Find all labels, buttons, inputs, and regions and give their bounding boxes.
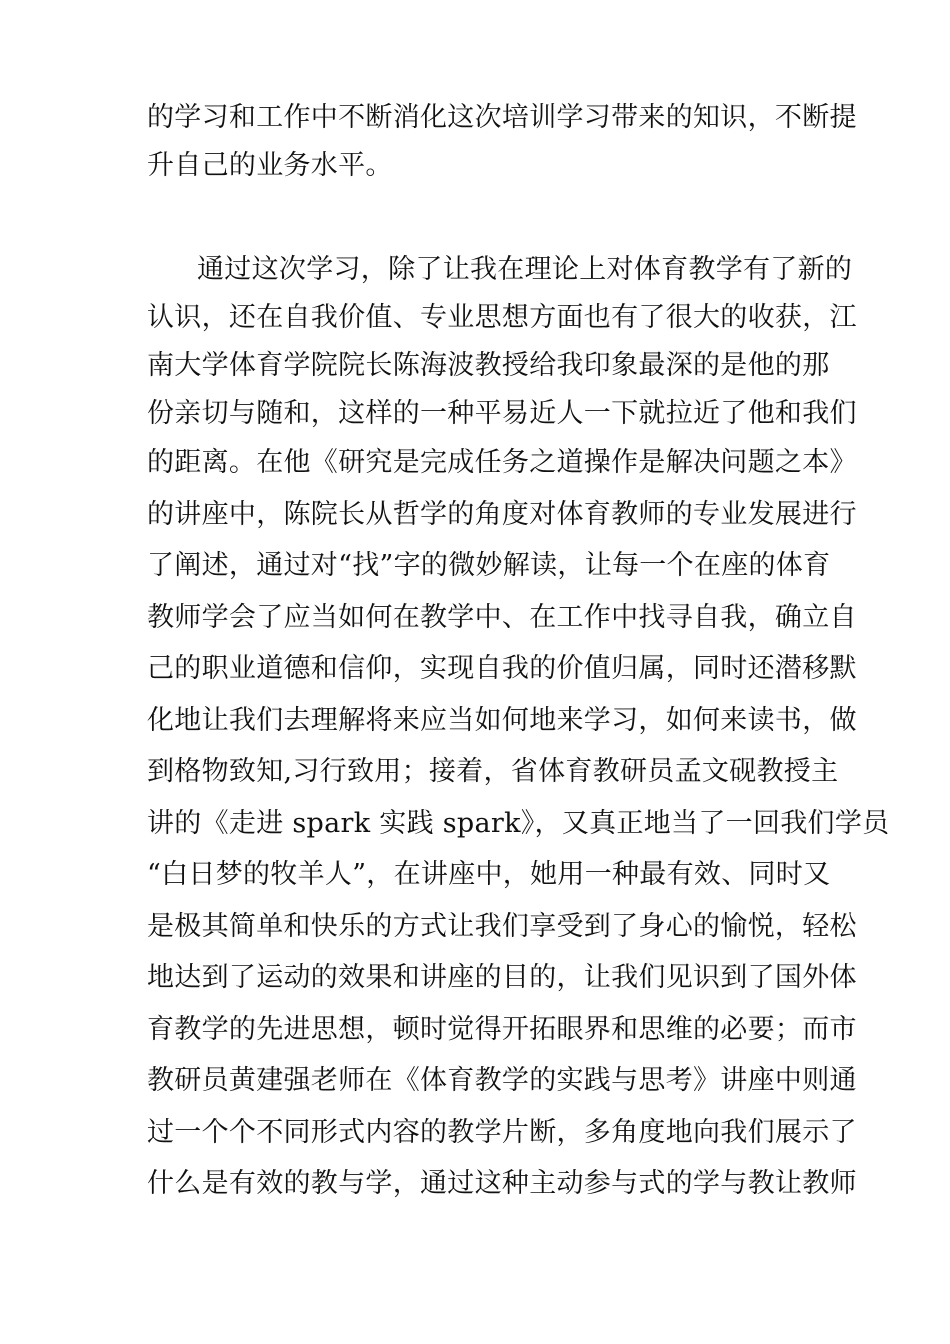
text-line: 什么是有效的教与学，通过这种主动参与式的学与教让教师: [147, 1168, 857, 1199]
text-line: 到格物致知,习行致用；接着，省体育教研员孟文砚教授主: [147, 756, 839, 787]
text-line: 的距离。在他《研究是完成任务之道操作是解决问题之本》: [147, 447, 857, 478]
text-line: 讲的《走进 spark 实践 spark》，又真正地当了一回我们学员: [147, 808, 890, 839]
text-line: 升自己的业务水平。: [147, 150, 393, 181]
text-line: 的讲座中，陈院长从哲学的角度对体育教师的专业发展进行: [147, 499, 857, 530]
text-line: “白日梦的牧羊人”，在讲座中，她用一种最有效、同时又: [147, 859, 831, 890]
text-line: 己的职业道德和信仰，实现自我的价值归属，同时还潜移默: [147, 653, 857, 684]
text-line: 份亲切与随和，这样的一种平易近人一下就拉近了他和我们: [147, 398, 857, 429]
text-line: 教师学会了应当如何在教学中、在工作中找寻自我，确立自: [147, 602, 857, 633]
text-line: 教研员黄建强老师在《体育教学的实践与思考》讲座中则通: [147, 1065, 857, 1096]
text-line: 过一个个不同形式内容的教学片断，多角度地向我们展示了: [147, 1117, 857, 1148]
text-line: 认识，还在自我价值、专业思想方面也有了很大的收获，江: [147, 302, 857, 333]
text-line: 是极其简单和快乐的方式让我们享受到了身心的愉悦，轻松: [147, 911, 857, 942]
text-line: 南大学体育学院院长陈海波教授给我印象最深的是他的那: [147, 350, 830, 381]
paragraph-first-line: 通过这次学习，除了让我在理论上对体育教学有了新的: [197, 254, 853, 285]
text-line: 的学习和工作中不断消化这次培训学习带来的知识，不断提: [147, 102, 857, 133]
text-line: 化地让我们去理解将来应当如何地来学习，如何来读书，做: [147, 705, 857, 736]
text-line: 育教学的先进思想，顿时觉得开拓眼界和思维的必要；而市: [147, 1014, 857, 1045]
text-line: 地达到了运动的效果和讲座的目的，让我们见识到了国外体: [147, 962, 857, 993]
text-line: 了阐述，通过对“找”字的微妙解读，让每一个在座的体育: [147, 550, 831, 581]
